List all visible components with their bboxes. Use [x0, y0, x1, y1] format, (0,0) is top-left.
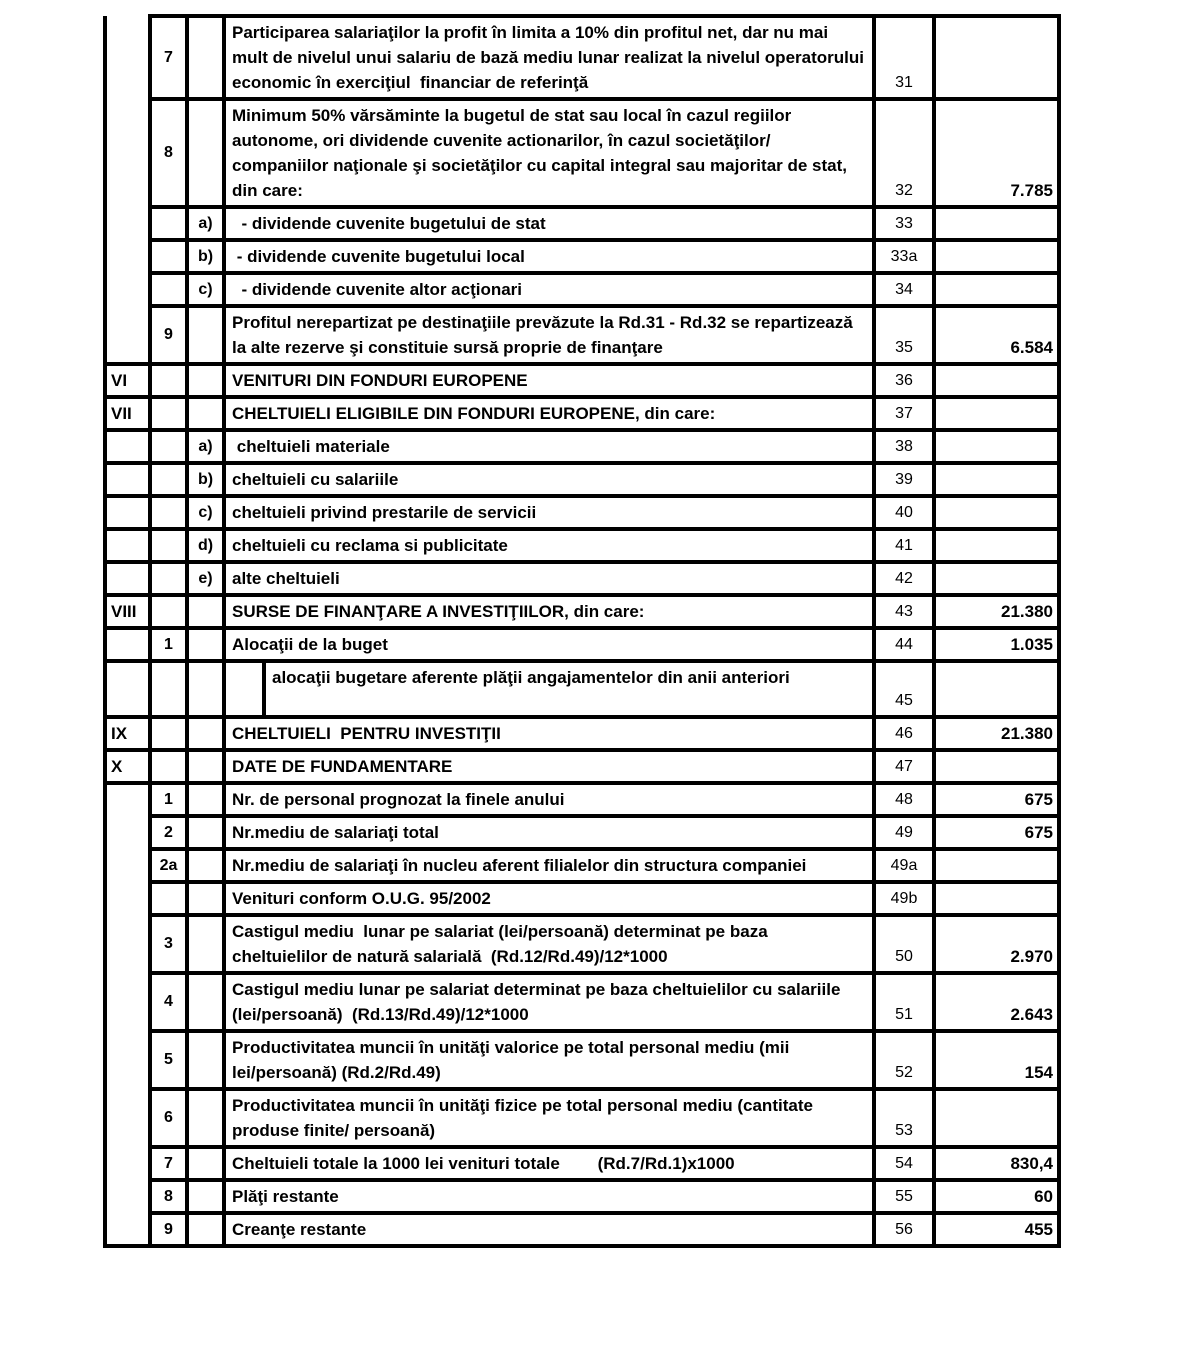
row-number-cell: 54 — [874, 1147, 934, 1180]
description-cell: cheltuieli cu salariile — [224, 463, 874, 496]
letter-cell: c) — [187, 273, 224, 306]
table-row — [105, 915, 1059, 973]
row-number-cell: 49a — [874, 849, 934, 882]
value-cell: 2.643 — [934, 973, 1059, 1031]
item-number-cell: 9 — [150, 1213, 187, 1246]
table-row — [105, 750, 1059, 783]
letter-cell: d) — [187, 529, 224, 562]
item-number-cell — [150, 750, 187, 783]
value-cell: 675 — [934, 816, 1059, 849]
letter-cell — [187, 364, 224, 397]
budget-table-wrapper — [103, 14, 1057, 1248]
table-row — [105, 717, 1059, 750]
item-number-cell: 5 — [150, 1031, 187, 1089]
value-cell — [934, 849, 1059, 882]
letter-cell — [187, 717, 224, 750]
description-cell: CHELTUIELI PENTRU INVESTIŢII — [224, 717, 874, 750]
table-row — [105, 306, 1059, 364]
value-cell — [934, 16, 1059, 99]
table-row — [105, 430, 1059, 463]
indent-spacer-box — [226, 663, 266, 715]
table-row — [105, 1089, 1059, 1147]
item-number-cell — [150, 562, 187, 595]
item-number-cell: 6 — [150, 1089, 187, 1147]
item-number-cell: 7 — [150, 1147, 187, 1180]
table-row — [105, 1180, 1059, 1213]
value-cell — [934, 661, 1059, 717]
letter-cell — [187, 1180, 224, 1213]
value-cell: 1.035 — [934, 628, 1059, 661]
table-row — [105, 16, 1059, 99]
table-row — [105, 397, 1059, 430]
row-number-cell: 45 — [874, 661, 934, 717]
row-number-cell: 55 — [874, 1180, 934, 1213]
item-number-cell: 8 — [150, 99, 187, 207]
letter-cell: b) — [187, 463, 224, 496]
item-number-cell — [150, 496, 187, 529]
letter-cell: a) — [187, 207, 224, 240]
item-number-cell — [150, 397, 187, 430]
value-cell — [934, 562, 1059, 595]
row-number-cell: 49b — [874, 882, 934, 915]
row-number-cell: 46 — [874, 717, 934, 750]
value-cell — [934, 273, 1059, 306]
row-number-cell: 43 — [874, 595, 934, 628]
table-row — [105, 628, 1059, 661]
section-cell — [105, 463, 150, 496]
row-number-cell: 39 — [874, 463, 934, 496]
table-row — [105, 207, 1059, 240]
item-number-cell: 7 — [150, 16, 187, 99]
table-row — [105, 661, 1059, 717]
letter-cell: a) — [187, 430, 224, 463]
row-number-cell: 56 — [874, 1213, 934, 1246]
row-number-cell: 50 — [874, 915, 934, 973]
value-cell — [934, 207, 1059, 240]
item-number-cell: 3 — [150, 915, 187, 973]
table-row — [105, 529, 1059, 562]
table-row — [105, 562, 1059, 595]
value-cell — [934, 430, 1059, 463]
item-number-cell — [150, 661, 187, 717]
table-row — [105, 1147, 1059, 1180]
value-cell — [934, 882, 1059, 915]
value-cell: 6.584 — [934, 306, 1059, 364]
row-number-cell: 48 — [874, 783, 934, 816]
description-text: alocaţii bugetare aferente plăţii angajamentelor din anii anteriori — [272, 668, 790, 687]
row-number-cell: 52 — [874, 1031, 934, 1089]
item-number-cell — [150, 463, 187, 496]
value-cell: 7.785 — [934, 99, 1059, 207]
description-cell: Castigul mediu lunar pe salariat determinat pe baza cheltuielilor cu salariile (lei/persoană) (Rd.13/Rd.49)/12*1000 — [224, 973, 874, 1031]
value-cell — [934, 397, 1059, 430]
description-cell: cheltuieli privind prestarile de servicii — [224, 496, 874, 529]
letter-cell — [187, 783, 224, 816]
description-cell: alte cheltuieli — [224, 562, 874, 595]
description-cell: Nr.mediu de salariaţi total — [224, 816, 874, 849]
section-cell — [105, 628, 150, 661]
section-cell: VIII — [105, 595, 150, 628]
description-cell: SURSE DE FINANŢARE A INVESTIŢIILOR, din care: — [224, 595, 874, 628]
section-span-cell — [105, 16, 150, 364]
row-number-cell: 44 — [874, 628, 934, 661]
letter-cell — [187, 1213, 224, 1246]
letter-cell — [187, 1147, 224, 1180]
value-cell — [934, 240, 1059, 273]
row-number-cell: 33 — [874, 207, 934, 240]
letter-cell — [187, 973, 224, 1031]
item-number-cell: 8 — [150, 1180, 187, 1213]
row-number-cell: 38 — [874, 430, 934, 463]
row-number-cell: 32 — [874, 99, 934, 207]
description-cell: Productivitatea muncii în unităţi valorice pe total personal mediu (mii lei/persoană) (Rd.2/Rd.49) — [224, 1031, 874, 1089]
letter-cell — [187, 915, 224, 973]
description-cell: Nr. de personal prognozat la finele anului — [224, 783, 874, 816]
row-number-cell: 42 — [874, 562, 934, 595]
description-cell: cheltuieli cu reclama si publicitate — [224, 529, 874, 562]
item-number-cell — [150, 273, 187, 306]
row-number-cell: 40 — [874, 496, 934, 529]
description-cell: Participarea salariaţilor la profit în limita a 10% din profitul net, dar nu mai mult de nivelul unui salariu de bază mediu lunar realizat la nivelul operatorului economic în exerciţiul financiar de referinţă — [224, 16, 874, 99]
row-number-cell: 49 — [874, 816, 934, 849]
letter-cell — [187, 816, 224, 849]
description-cell: - dividende cuvenite bugetului local — [224, 240, 874, 273]
table-row — [105, 364, 1059, 397]
description-cell: Plăţi restante — [224, 1180, 874, 1213]
description-cell: VENITURI DIN FONDURI EUROPENE — [224, 364, 874, 397]
value-cell — [934, 750, 1059, 783]
letter-cell — [187, 306, 224, 364]
table-row — [105, 463, 1059, 496]
letter-cell — [187, 1031, 224, 1089]
table-row — [105, 496, 1059, 529]
value-cell — [934, 463, 1059, 496]
description-cell: Castigul mediu lunar pe salariat (lei/persoană) determinat pe baza cheltuielilor de natură salarială (Rd.12/Rd.49)/12*1000 — [224, 915, 874, 973]
table-row — [105, 816, 1059, 849]
description-cell: cheltuieli materiale — [224, 430, 874, 463]
table-row — [105, 595, 1059, 628]
letter-cell — [187, 1089, 224, 1147]
row-number-cell: 35 — [874, 306, 934, 364]
table-row — [105, 1213, 1059, 1246]
row-number-cell: 51 — [874, 973, 934, 1031]
description-cell: Venituri conform O.U.G. 95/2002 — [224, 882, 874, 915]
value-cell: 675 — [934, 783, 1059, 816]
row-number-cell: 41 — [874, 529, 934, 562]
section-cell: IX — [105, 717, 150, 750]
section-span-cell — [105, 783, 150, 1246]
indent-wrapper — [226, 663, 872, 715]
description-cell: Nr.mediu de salariaţi în nucleu aferent filialelor din structura companiei — [224, 849, 874, 882]
value-cell — [934, 1089, 1059, 1147]
description-cell: Productivitatea muncii în unităţi fizice pe total personal mediu (cantitate produse finite/ persoană) — [224, 1089, 874, 1147]
item-number-cell — [150, 207, 187, 240]
item-number-cell — [150, 717, 187, 750]
description-cell: - dividende cuvenite bugetului de stat — [224, 207, 874, 240]
item-number-cell — [150, 529, 187, 562]
row-number-cell: 37 — [874, 397, 934, 430]
item-number-cell: 2 — [150, 816, 187, 849]
letter-cell: c) — [187, 496, 224, 529]
section-cell — [105, 430, 150, 463]
letter-cell — [187, 397, 224, 430]
item-number-cell — [150, 882, 187, 915]
section-cell: X — [105, 750, 150, 783]
letter-cell — [187, 99, 224, 207]
row-number-cell: 33a — [874, 240, 934, 273]
table-row — [105, 99, 1059, 207]
row-number-cell: 31 — [874, 16, 934, 99]
table-body — [105, 16, 1059, 1246]
item-number-cell: 1 — [150, 628, 187, 661]
section-cell: VI — [105, 364, 150, 397]
table-row — [105, 783, 1059, 816]
value-cell: 455 — [934, 1213, 1059, 1246]
item-number-cell: 1 — [150, 783, 187, 816]
description-cell: Profitul nerepartizat pe destinaţiile prevăzute la Rd.31 - Rd.32 se repartizează la alte rezerve şi constituie sursă proprie de finanţare — [224, 306, 874, 364]
letter-cell: e) — [187, 562, 224, 595]
item-number-cell: 2a — [150, 849, 187, 882]
description-cell: DATE DE FUNDAMENTARE — [224, 750, 874, 783]
value-cell: 21.380 — [934, 595, 1059, 628]
description-cell: Minimum 50% vărsăminte la bugetul de stat sau local în cazul regiilor autonome, ori dividende cuvenite actionarilor, în cazul societăţilor/ companiilor naţionale şi societăţilor cu capital integral sau majoritar de stat, din care: — [224, 99, 874, 207]
table-row — [105, 849, 1059, 882]
letter-cell — [187, 849, 224, 882]
letter-cell: b) — [187, 240, 224, 273]
description-cell: Creanţe restante — [224, 1213, 874, 1246]
value-cell: 2.970 — [934, 915, 1059, 973]
letter-cell — [187, 628, 224, 661]
row-number-cell: 34 — [874, 273, 934, 306]
value-cell — [934, 496, 1059, 529]
letter-cell — [187, 595, 224, 628]
letter-cell — [187, 882, 224, 915]
letter-cell — [187, 750, 224, 783]
row-number-cell: 36 — [874, 364, 934, 397]
budget-table — [103, 14, 1061, 1248]
table-row — [105, 273, 1059, 306]
letter-cell — [187, 16, 224, 99]
section-cell: VII — [105, 397, 150, 430]
row-number-cell: 47 — [874, 750, 934, 783]
item-number-cell — [150, 595, 187, 628]
item-number-cell: 4 — [150, 973, 187, 1031]
table-row — [105, 882, 1059, 915]
table-row — [105, 1031, 1059, 1089]
section-cell — [105, 562, 150, 595]
letter-cell — [187, 661, 224, 717]
item-number-cell: 9 — [150, 306, 187, 364]
section-cell — [105, 496, 150, 529]
value-cell: 830,4 — [934, 1147, 1059, 1180]
description-cell: CHELTUIELI ELIGIBILE DIN FONDURI EUROPENE, din care: — [224, 397, 874, 430]
row-number-cell: 53 — [874, 1089, 934, 1147]
section-cell — [105, 661, 150, 717]
item-number-cell — [150, 240, 187, 273]
description-cell: Cheltuieli totale la 1000 lei venituri totale (Rd.7/Rd.1)x1000 — [224, 1147, 874, 1180]
value-cell — [934, 364, 1059, 397]
value-cell: 21.380 — [934, 717, 1059, 750]
description-cell — [224, 661, 874, 717]
table-row — [105, 973, 1059, 1031]
value-cell — [934, 529, 1059, 562]
description-cell: - dividende cuvenite altor acţionari — [224, 273, 874, 306]
table-row — [105, 240, 1059, 273]
description-cell: Alocaţii de la buget — [224, 628, 874, 661]
item-number-cell — [150, 364, 187, 397]
item-number-cell — [150, 430, 187, 463]
section-cell — [105, 529, 150, 562]
value-cell: 60 — [934, 1180, 1059, 1213]
value-cell: 154 — [934, 1031, 1059, 1089]
